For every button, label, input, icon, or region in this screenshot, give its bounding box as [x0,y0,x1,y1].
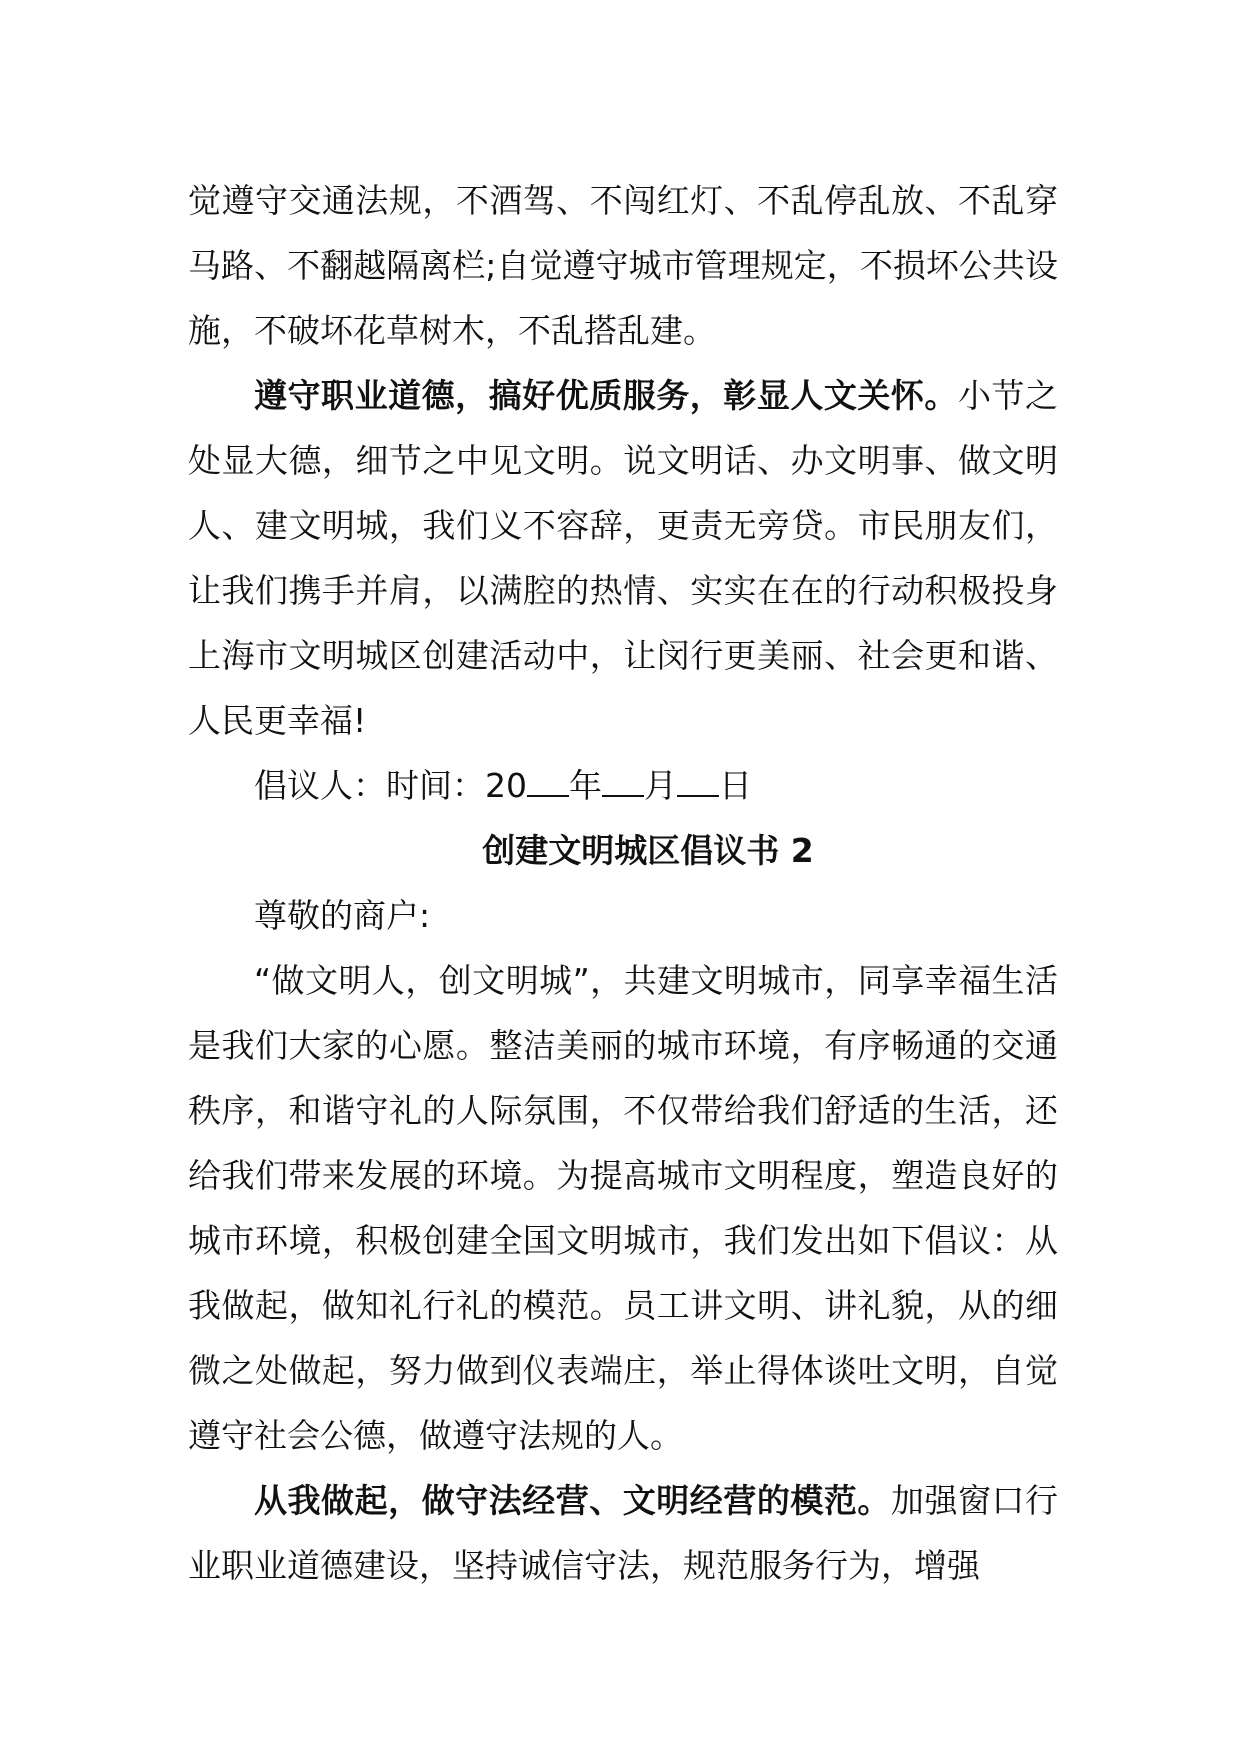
paragraph-civilized-city [188,948,1058,1468]
signature-prefix: 倡议人：时间：20 [254,766,527,805]
day-suffix: 日 [719,766,752,805]
day-blank [677,765,719,797]
document-body [188,168,1058,1598]
paragraph-lead-bold: 遵守职业道德，搞好优质服务，彰显人文关怀。 [254,376,958,415]
year-suffix: 年 [569,766,602,805]
paragraph-professional-ethics [188,363,1058,753]
month-blank [602,765,644,797]
paragraph-text: “做文明人，创文明城”，共建文明城市，同享幸福生活是我们大家的心愿。整洁美丽的城市环境，有序畅通的交通秩序，和谐守礼的人际氛围，不仅带给我们舒适的生活，还给我们带来发展的环境。为提高城市文明程度，塑造良好的城市环境，积极创建全国文明城市，我们发出如下倡议：从我做起，做知礼行礼的模范。员工讲文明、讲礼貌，从的细微之处做起，努力做到仪表端庄，举止得体谈吐文明，自觉遵守社会公德，做遵守法规的人。 [188,961,1058,1455]
signature-line [188,753,1058,818]
paragraph-lead-bold: 从我做起，做守法经营、文明经营的模范。 [254,1481,891,1520]
paragraph-text: 觉遵守交通法规，不酒驾、不闯红灯、不乱停乱放、不乱穿马路、不翻越隔离栏;自觉遵守城市管理规定，不损坏公共设施，不破坏花草树木，不乱搭乱建。 [188,181,1058,350]
paragraph-lawful-business [188,1468,1058,1598]
year-blank [527,765,569,797]
paragraph-text: 加强窗口行业职业道德建设，坚持诚信守法，规范服务行为，增强 [188,1481,1059,1585]
section-title: 创建文明城区倡议书 2 [482,831,814,870]
salutation: 尊敬的商户: [254,896,431,935]
paragraph-traffic-rules [188,168,1058,363]
paragraph-text: 小节之处显大德，细节之中见文明。说文明话、办文明事、做文明人、建文明城，我们义不容辞，更责无旁贷。市民朋友们，让我们携手并肩，以满腔的热情、实实在在的行动积极投身上海市文明城区创建活动中，让闵行更美丽、社会更和谐、人民更幸福! [188,376,1059,740]
month-suffix: 月 [644,766,677,805]
